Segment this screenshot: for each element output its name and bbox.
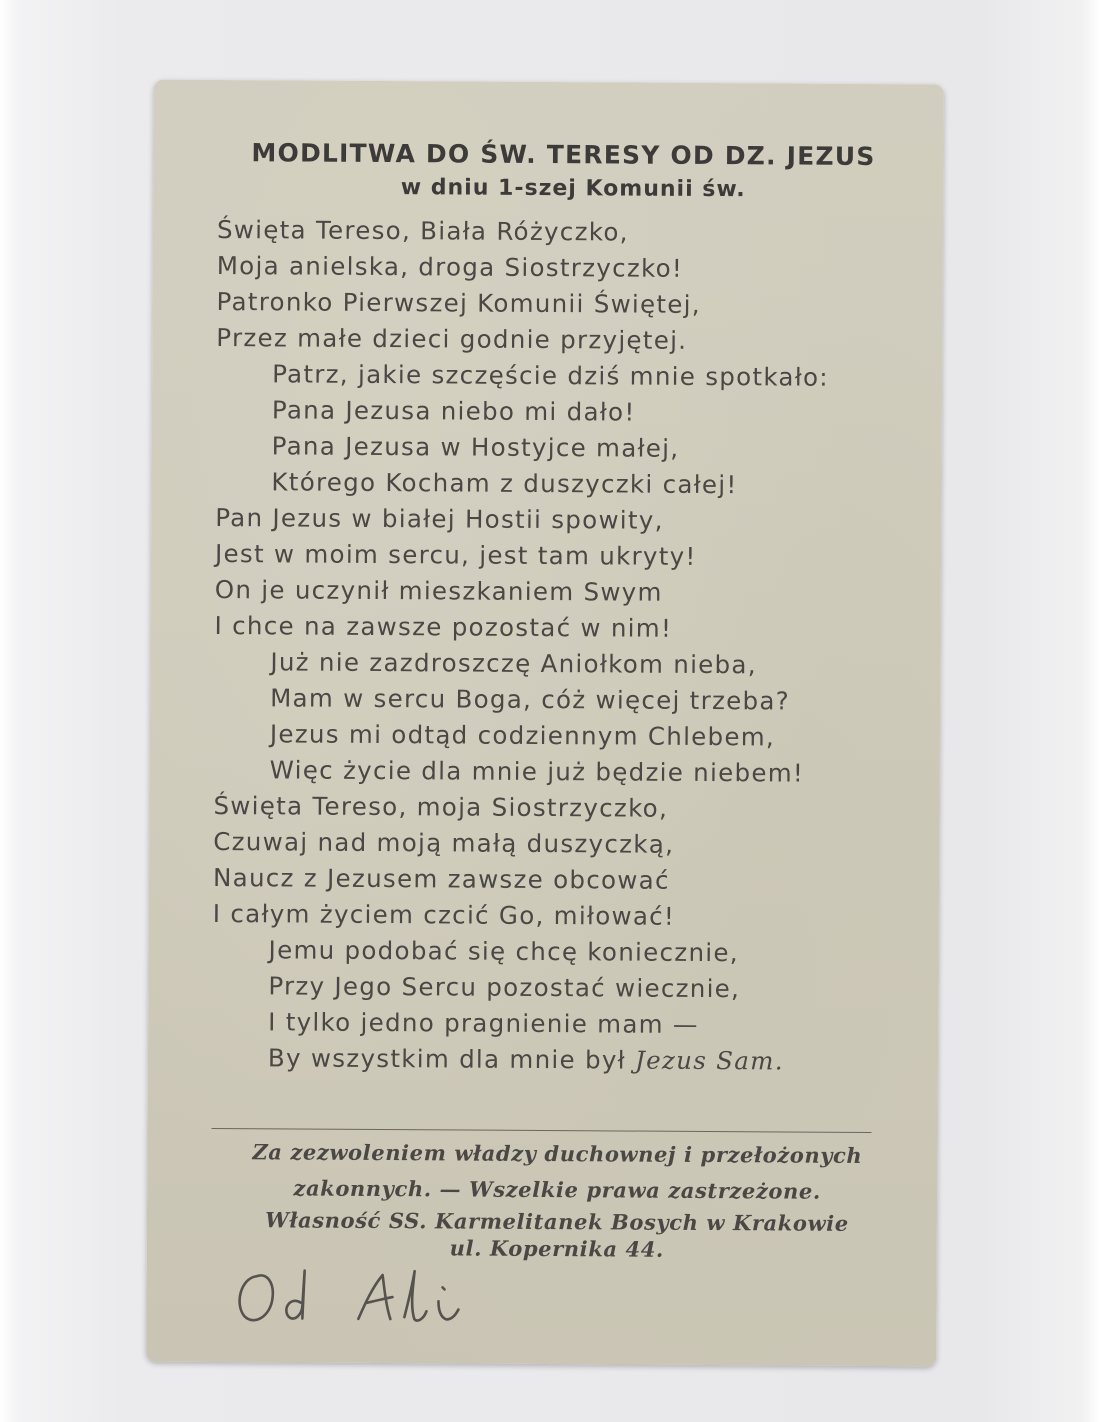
poem-line: Moja anielska, droga Siostrzyczko! (216, 250, 684, 283)
handwritten-signature (226, 1256, 486, 1338)
handwriting-drawing (226, 1256, 486, 1338)
poem-line: Jemu podobać się chcę koniecznie, (268, 935, 739, 968)
poem-line: Patronko Pierwszej Komunii Świętej, (216, 286, 702, 319)
poem-line: Naucz z Jezusem zawsze obcować (212, 862, 670, 895)
card-title: MODLITWA DO ŚW. TERESY OD DZ. JEZUS (251, 138, 876, 172)
poem-line: I całym życiem czcić Go, miłować! (212, 898, 676, 931)
poem-line: I chce na zawsze pozostać w nim! (214, 610, 673, 643)
poem-last-line (212, 1040, 912, 1080)
card-subtitle: w dniu 1-szej Komunii św. (400, 175, 746, 203)
poem-line: Czuwaj nad moją małą duszyczką, (213, 826, 675, 859)
poem-line: On je uczynił mieszkaniem Swym (214, 574, 663, 607)
poem-line: Jest w moim sercu, jest tam ukryty! (214, 538, 697, 571)
footer-line: Za zezwoleniem władzy duchownej i przełożonych (252, 1139, 863, 1168)
poem-line: Przy Jego Sercu pozostać wiecznie, (268, 971, 741, 1004)
poem-line: Więc życie dla mnie już będzie niebem! (269, 755, 805, 788)
prayer-poem (212, 212, 917, 1080)
prayer-card (146, 80, 944, 1367)
poem-line: I tylko jedno pragnienie mam — (268, 1007, 699, 1039)
poem-line: Jezus mi odtąd codziennym Chlebem, (269, 719, 776, 752)
poem-line: Patrz, jakie szczęście dziś mnie spotkało: (272, 359, 829, 392)
footer-divider (212, 1128, 872, 1133)
poem-line: Pana Jezusa niebo mi dało! (271, 395, 636, 427)
imprimatur-footer (197, 1134, 918, 1264)
poem-line: Którego Kocham z duszyczki całej! (271, 467, 738, 500)
poem-line: Już nie zazdroszczę Aniołkom nieba, (270, 647, 757, 680)
last-line-emphasis: Jezus Sam. (634, 1045, 784, 1076)
poem-line: Święta Tereso, Biała Różyczko, (216, 214, 629, 247)
poem-line: Pana Jezusa w Hostyjce małej, (271, 431, 680, 463)
footer-line: Własność SS. Karmelitanek Bosych w Krakowie (265, 1207, 849, 1236)
last-line-prefix: By wszystkim dla mnie był (267, 1043, 636, 1075)
poem-line: Przez małe dzieci godnie przyjętej. (216, 322, 688, 355)
footer-line: ul. Kopernika 44. (449, 1235, 664, 1262)
poem-line: Święta Tereso, moja Siostrzyczko, (213, 790, 669, 823)
poem-line: Pan Jezus w białej Hostii spowity, (215, 502, 664, 535)
poem-line: Mam w sercu Boga, cóż więcej trzeba? (270, 683, 791, 716)
footer-line: zakonnych. — Wszelkie prawa zastrzeżone. (293, 1175, 821, 1204)
